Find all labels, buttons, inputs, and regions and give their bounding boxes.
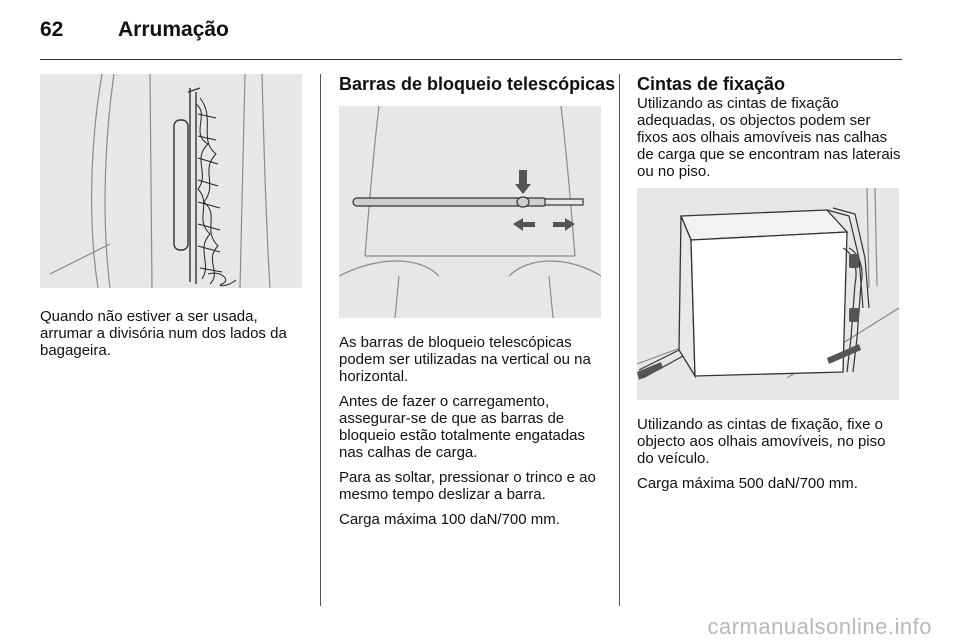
section-heading-straps: Cintas de fixação <box>637 74 786 94</box>
column-divider-2 <box>619 74 620 606</box>
strapped-box-illustration <box>637 188 899 400</box>
col2-paragraph-2: Antes de fazer o carregamento, assegurar-se de que as barras de bloqueio estão totalmente engatadas nas calhas de carga. <box>339 393 586 461</box>
section-heading-locking-bars: Barras de bloqueio telescópicas <box>339 74 616 94</box>
col3-paragraph-1: Utilizando as cintas de fixação, fixe o objecto aos olhais amovíveis, no piso do veículo. <box>637 416 886 467</box>
col3-paragraph-2: Carga máxima 500 daN/700 mm. <box>637 475 858 492</box>
column-3 <box>637 74 903 500</box>
partition-stowed-illustration <box>40 74 302 288</box>
col1-paragraph-1: Quando não estiver a ser usada, arrumar a divisória num dos lados da bagageira. <box>40 308 287 359</box>
watermark: carmanualsonline.info <box>707 614 932 639</box>
figure-partition-stowed <box>40 74 302 288</box>
column-2 <box>339 74 616 536</box>
header-rule <box>40 59 902 60</box>
col2-paragraph-4: Carga máxima 100 daN/700 mm. <box>339 511 560 528</box>
col2-paragraph-3: Para as soltar, pressionar o trinco e ao mesmo tempo deslizar a barra. <box>339 469 596 503</box>
column-1 <box>40 74 302 367</box>
page-number: 62 <box>40 18 64 41</box>
page-title: Arrumação <box>118 18 229 41</box>
figure-strapped-box <box>637 188 899 400</box>
col2-paragraph-1: As barras de bloqueio telescópicas podem ser utilizadas na vertical ou na horizontal. <box>339 334 591 385</box>
col3-intro: Utilizando as cintas de fixação adequadas, os objectos podem ser fixos aos olhais amovíveis nas calhas de carga que se encontram nas laterais ou no piso. <box>637 95 901 180</box>
column-divider-1 <box>320 74 321 606</box>
locking-bar-illustration <box>339 106 601 318</box>
figure-locking-bar <box>339 106 601 318</box>
